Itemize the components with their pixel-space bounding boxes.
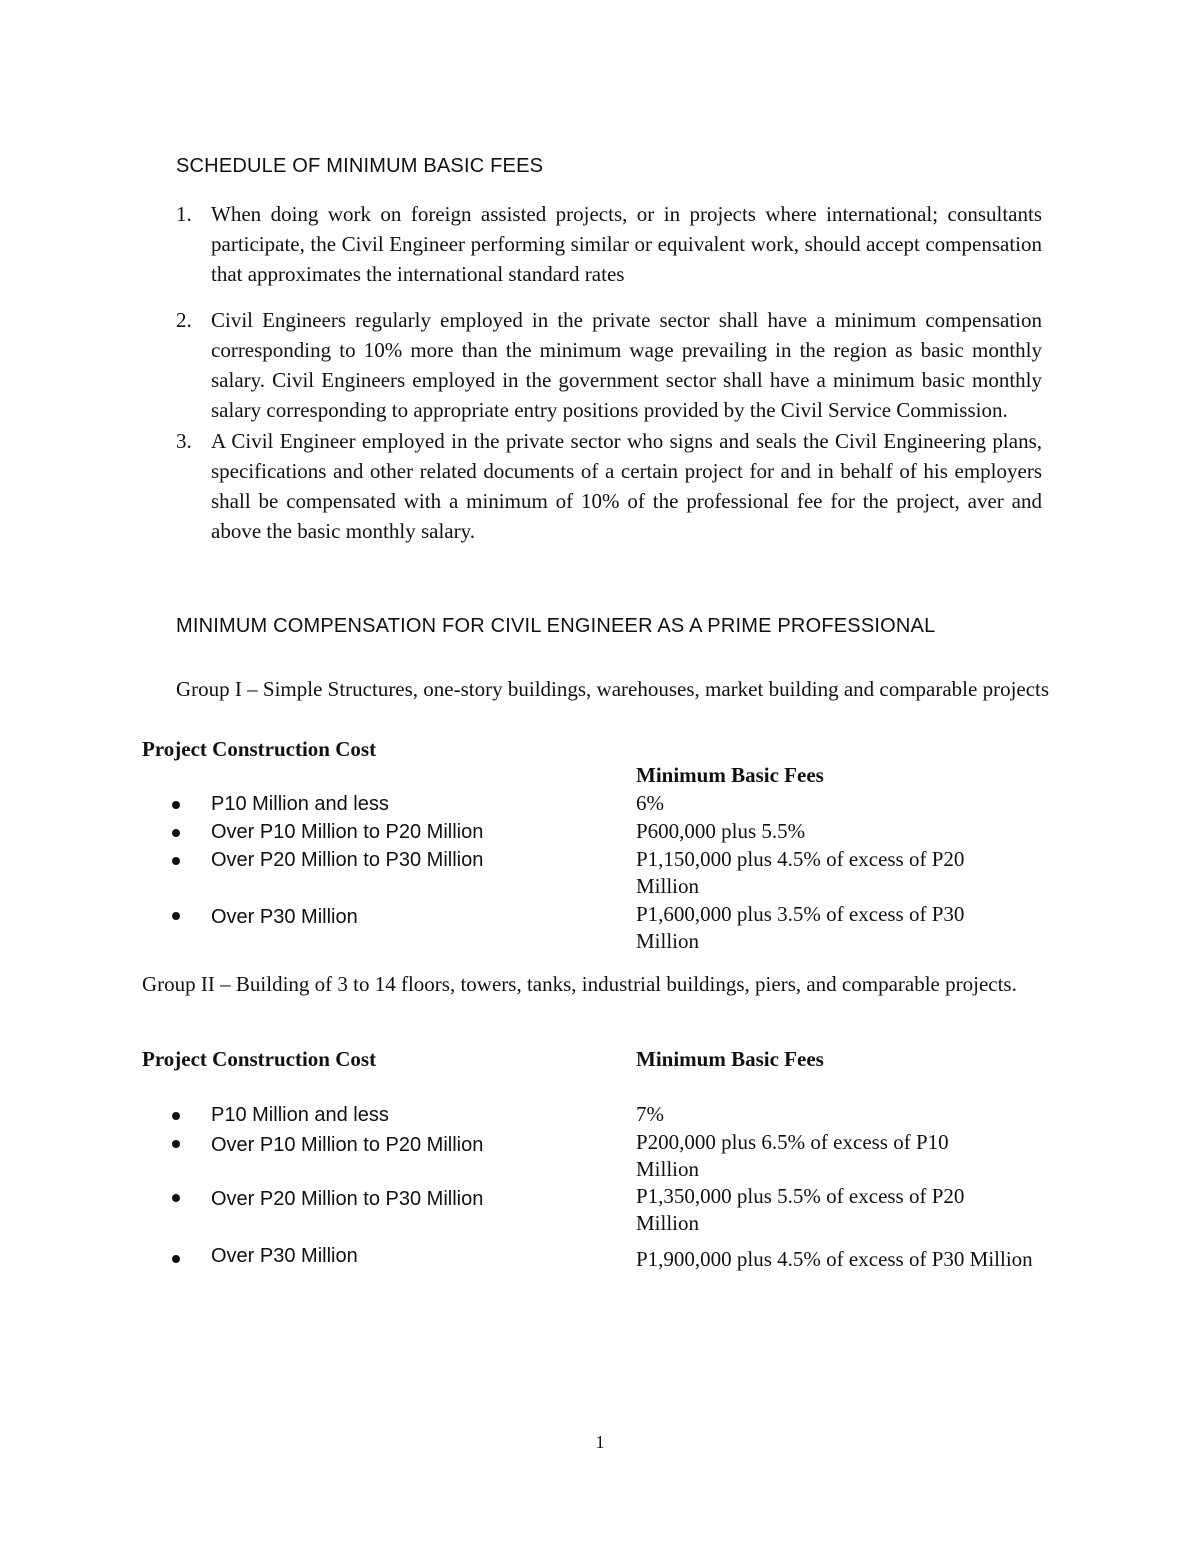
document-title: SCHEDULE OF MINIMUM BASIC FEES [176,155,544,177]
group-1-label: Group I – Simple Structures, one-story buildings, warehouses, market building and comparable projects [176,677,1050,701]
bullet-icon [172,829,180,837]
construction-cost: P10 Million and less [211,1104,389,1126]
construction-cost: Over P30 Million [211,906,358,928]
list-item-number: 2. [176,308,192,332]
list-item-number: 3. [176,429,192,453]
construction-cost: Over P10 Million to P20 Million [211,1134,484,1156]
bullet-icon [172,801,180,809]
list-item [176,199,1042,289]
numbered-list [176,199,1042,546]
bullet-icon [172,912,180,920]
basic-fee: 6% [636,791,664,815]
list-item-text: A Civil Engineer employed in the private sector who signs and seals the Civil Engineering plans, specifications and other related documents of a certain project for and in behalf of his employers shall be compensated with a minimum of 10% of the professional fee for the project, aver and above the basic monthly salary. [211,429,1042,543]
basic-fee: P600,000 plus 5.5% [636,819,806,843]
bullet-icon [172,857,180,865]
group-1-fee-header: Minimum Basic Fees [636,763,824,787]
basic-fee: P1,150,000 plus 4.5% of excess of P20 Million [636,847,965,898]
list-item-text: When doing work on foreign assisted projects, or in projects where international; consultants participate, the Civil Engineer performing similar or equivalent work, should accept compensation that approximates the international standard rates [211,202,1042,286]
bullet-icon [172,1140,180,1148]
bullet-icon [172,1255,180,1263]
construction-cost: Over P30 Million [211,1245,358,1267]
bullet-icon [172,1194,180,1202]
section-title: MINIMUM COMPENSATION FOR CIVIL ENGINEER AS A PRIME PROFESSIONAL [176,615,936,637]
basic-fee: P200,000 plus 6.5% of excess of P10 Million [636,1130,949,1181]
group-2-cost-header: Project Construction Cost [142,1047,377,1071]
construction-cost: Over P10 Million to P20 Million [211,821,484,843]
construction-cost: Over P20 Million to P30 Million [211,1188,484,1210]
bullet-icon [172,1112,180,1120]
basic-fee: P1,350,000 plus 5.5% of excess of P20 Million [636,1184,965,1235]
page-number: 1 [595,1432,605,1452]
construction-cost: Over P20 Million to P30 Million [211,849,484,871]
list-item [176,305,1042,425]
basic-fee: P1,600,000 plus 3.5% of excess of P30 Million [636,902,965,953]
group-2-label: Group II – Building of 3 to 14 floors, towers, tanks, industrial buildings, piers, and comparable projects. [142,972,1017,996]
basic-fee: 7% [636,1102,664,1126]
list-item [176,426,1042,546]
list-item-text: Civil Engineers regularly employed in the private sector shall have a minimum compensation corresponding to 10% more than the minimum wage prevailing in the region as basic monthly salary. Civil Engineers employed in the government sector shall have a minimum basic monthly salary corresponding to appropriate entry positions provided by the Civil Service Commission. [211,308,1042,422]
basic-fee: P1,900,000 plus 4.5% of excess of P30 Million [636,1247,1033,1271]
list-item-number: 1. [176,202,192,226]
group-1-cost-header: Project Construction Cost [142,737,377,761]
group-2-fee-header: Minimum Basic Fees [636,1047,824,1071]
construction-cost: P10 Million and less [211,793,389,815]
